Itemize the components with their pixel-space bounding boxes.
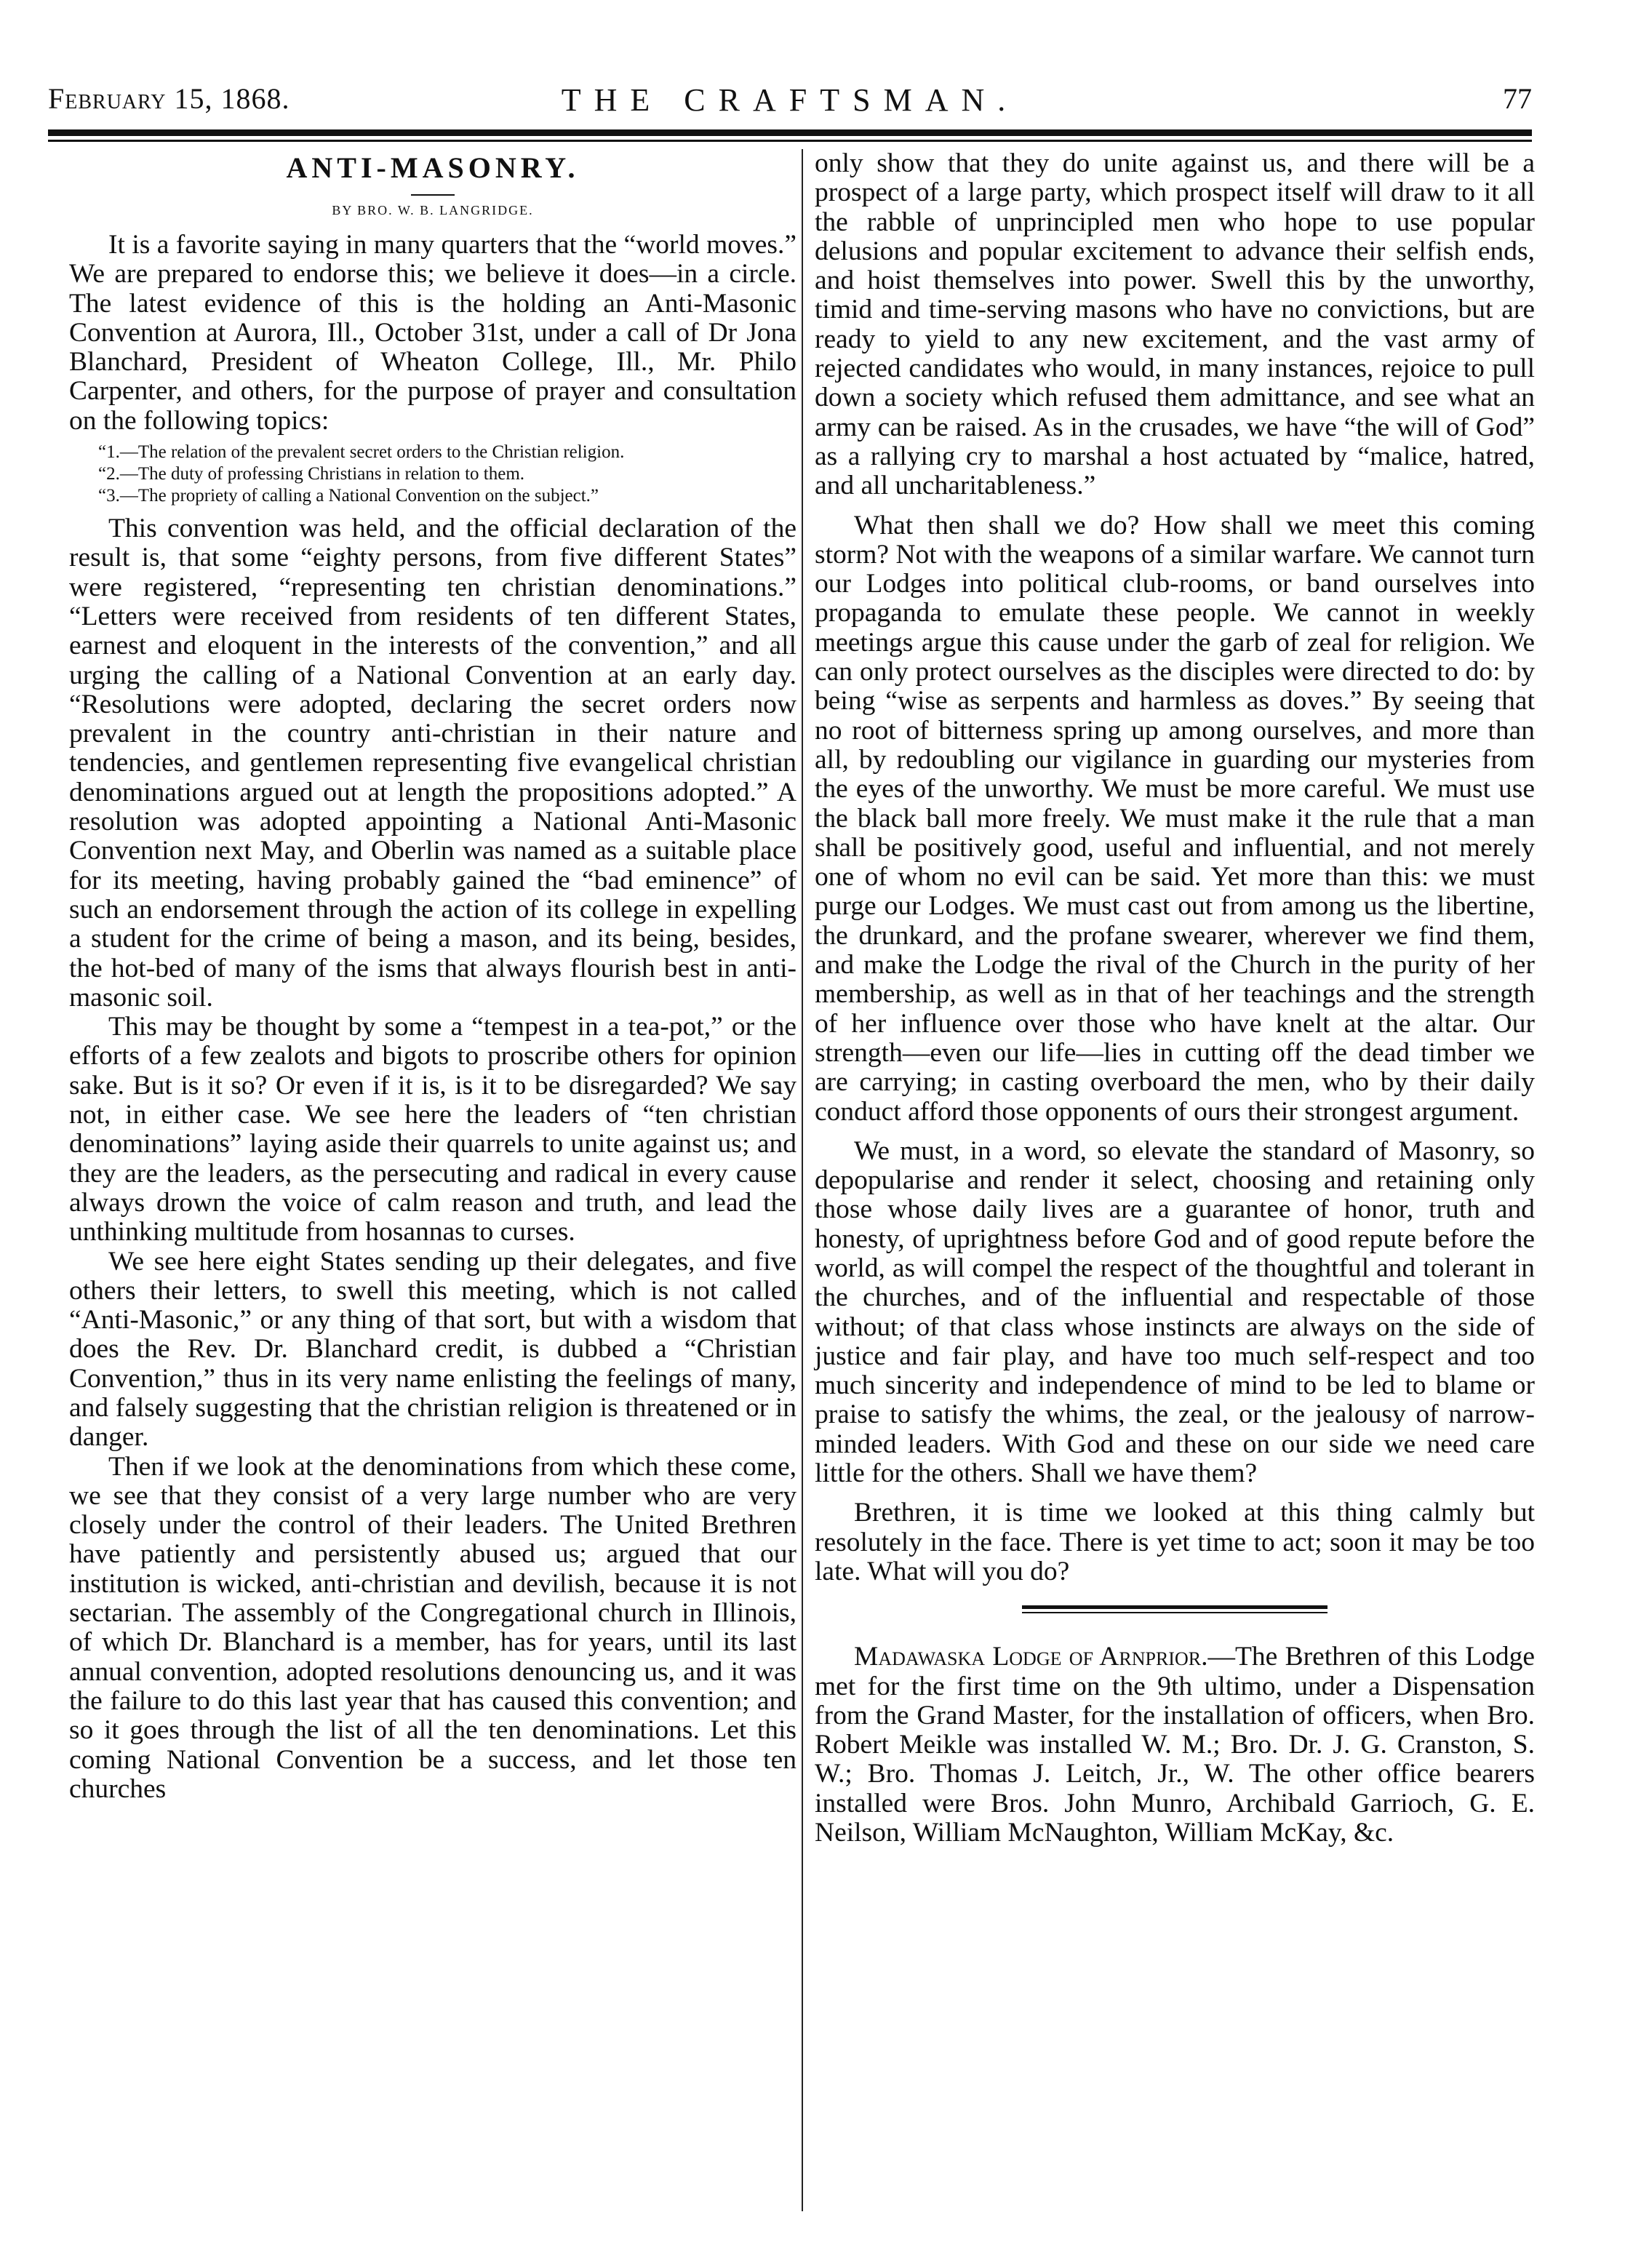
topic-item: “1.—The relation of the prevalent secret orders to the Christian religion. [98,442,625,463]
paragraph: This may be thought by some a “tempest in a tea-pot,” or the efforts of a few zealots and bigots to proscribe others for opinion sake. But is it so? Or even if it is, is it to be disregarded? We say not, in either case. We see here the leaders of “ten christian denominations” laying aside their quarrels to unite against us; and they are the leaders, as the persecuting and radical in every cause always drown the voice of calm reason and truth, and lead the unthinking multitude from hosannas to curses. [69,1012,796,1247]
paragraph: Then if we look at the denominations from which these come, we see that they consist of a very large number who are very closely under the control of their leaders. The United Brethren have patiently and persistently abused us; argued that our institution is wicked, anti-christian and devilish, because it is not sectarian. The assembly of the Congregational church in Illinois, of which Dr. Blanchard is a member, has for years, until its last annual convention, adopted resolutions denouncing us, and it was the failure to do this last year that has caused this convention; and so it goes through the list of all the ten denominations. Let this coming National Convention be a success, and let those ten churches [69,1451,796,1804]
paragraph-gap [815,1488,1535,1498]
paragraph-gap [815,1127,1535,1137]
paragraph-intro: It is a favorite saying in many quarters that the “world moves.” We are prepared to endorse this; we believe it does—in a circle. The latest evidence of this is the holding an Anti-Masonic Convention at Aurora, Ill., October 31st, under a call of Dr Jona Blanchard, President of Wheaton College, Ill., Mr. Philo Carpenter, and others, for the purpose of prayer and consultation on the following topics: [69,230,796,436]
topic-item: “3.—The propriety of calling a National Convention on the subject.” [98,486,599,506]
notice-text: —The Brethren of this Lodge met for the first time on the 9th ultimo, under a Dispensation from the Grand Master, for the installation of officers, when Bro. Robert Meikle was installed W. M.; Bro. Dr. J. G. Cranston, S. W.; Bro. Thomas J. Leitch, Jr., W. The other office bearers installed were Bros. John Munro, Archibald Garrioch, G. E. Neilson, William McNaughton, William McKay, &c. [815,1642,1535,1848]
paragraph: Brethren, it is time we looked at this thing calmly but resolutely in the face. There is yet time to act; soon it may be too late. What will you do? [815,1498,1535,1586]
title-rule [411,194,455,196]
paragraph: What then shall we do? How shall we meet this coming storm? Not with the weapons of a similar warfare. We cannot turn our Lodges into political club-rooms, or band ourselves into propaganda to emulate these people. We cannot in weekly meetings argue this cause under the garb of zeal for religion. We can only protect ourselves as the disciples were directed to do: by being “wise as serpents and harmless as doves.” By seeing that no root of bitterness spring up among ourselves, and more than all, by redoubling our vigilance in guarding our mysteries from the eyes of the unworthy. We must be more careful. We must use the black ball more freely. We must make it the rule that a man shall be positively good, useful and influential, and not merely one of whom no evil can be said. Yet more than this: we must purge our Lodges. We must cast out from among us the libertine, the drunkard, and the profane swearer, wherever we find them, and make the Lodge the rival of the Church in the purity of her membership, as well as in that of her teachings and the strength of her influence over those who have knelt at the altar. Our strength—even our life—lies in cutting off the dead timber we are carrying; in casting overboard the men, who by their daily conduct afford those opponents of ours their strongest argument. [815,510,1535,1127]
paragraph: only show that they do unite against us, and there will be a prospect of a large party, which prospect itself will draw to it all the rabble of unprincipled men who hope to use popular delusions and popular excitement to advance their selfish ends, and hoist themselves into power. Swell this by the unworthy, timid and time-serving masons who have no convictions, but are ready to yield to any new excitement, and the vast army of rejected candidates who would, in many instances, rejoice to pull down a society which refused them admittance, and see what an army can be raised. As in the crusades, we have “the will of God” as a rallying cry to marshal a host actuated by “malice, hatred, and all uncharitableness.” [815,148,1535,501]
paragraph-gap [815,501,1535,511]
journal-title: THE CRAFTSMAN. [561,82,1019,118]
topics-list [69,442,796,507]
paragraph: This convention was held, and the official declaration of the result is, that some “eighty persons, from five different States” were registered, “representing ten christian denominations.” “Letters were received from residents of ten different States, earnest and eloquent in the interests of the convention,” and all urging the calling of a National Convention at an early day. “Resolutions were adopted, declaring the secret orders now prevalent in the country anti-christian in their nature and tendencies, and gentlemen representing five evangelical christian denominations argued out at length the propositions adopted.” A resolution was adopted appointing a National Anti-Masonic Convention next May, and Oberlin was named as a suitable place for its meeting, having probably gained the “bad eminence” of such an endorsement through the action of its college in expelling a student for the crime of being a mason, and its being, besides, the hot-bed of many of the isms that always flourish best in anti-masonic soil. [69,514,796,1013]
section-rule-thin [1022,1612,1327,1613]
right-column [815,149,1535,1848]
section-rule-thick [1022,1605,1327,1609]
header-rule-thick [48,129,1532,136]
running-header [48,81,1532,132]
paragraph: We see here eight States sending up their delegates, and five others their letters, to swell this meeting, which is not called “Anti-Masonic,” or any thing of that sort, but with a wisdom that does the Rev. Dr. Blanchard credit, is dubbed a “Christian Convention,” thus in its very name enlisting the feelings of many, and falsely suggesting that the christian religion is threatened or in danger. [69,1246,796,1453]
article-title: ANTI-MASONRY. [286,151,580,184]
page-number: 77 [1503,82,1532,115]
paragraph: We must, in a word, so elevate the standard of Masonry, so depopularise and render it select, choosing and retaining only those whose daily lives are a guarantee of honor, truth and honesty, of uprightness before God and of good repute before the world, as will compel the respect of the thoughtful and tolerant in the churches, and of the influential and respectable of those without; of that class whose instincts are always on the side of justice and fair play, and have too much self-respect and too much sincerity and independence of mind to be led to blame or praise to satisfy the whims, the zeal, or the jealousy of narrow-minded leaders. With God and these on our side we need care little for the others. Shall we have them? [815,1135,1535,1489]
issue-date: February 15, 1868. [48,82,290,115]
topic-item: “2.—The duty of professing Christians in relation to them. [98,464,525,484]
header-rule-thin [48,140,1532,142]
left-column [69,149,796,1804]
article-byline: BY BRO. W. B. LANGRIDGE. [332,203,534,217]
lodge-notice [815,1642,1535,1848]
column-divider [802,149,803,2211]
notice-lead: Madawaska Lodge of Arnprior. [854,1642,1208,1672]
